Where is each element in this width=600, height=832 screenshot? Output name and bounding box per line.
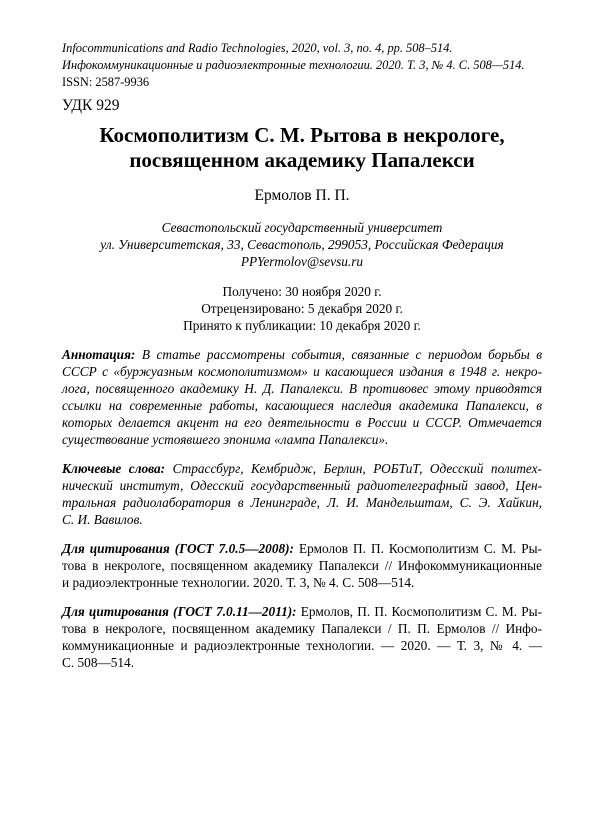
abstract-line-6: существование устоявшего эпонима «лампа Папалекси». [62, 431, 542, 448]
title-line-1: Космополитизм С. М. Рытова в некрологе, [62, 123, 542, 148]
citation-gost-7-0-5 [62, 540, 542, 591]
date-accepted: Принято к публикации: 10 декабря 2020 г. [62, 317, 542, 334]
abstract-line-2: СССР с «буржуазным космополитизмом» и касающиеся издания в 1948 г. некро- [62, 363, 542, 380]
affiliation [62, 219, 542, 270]
keywords [62, 460, 542, 528]
article-dates [62, 283, 542, 334]
abstract [62, 346, 542, 448]
citation1-line-3: и радиоэлектронные технологии. 2020. Т. 3, № 4. С. 508—514. [62, 574, 542, 591]
citation1-line-2: това в некрологе, посвященном академику Папалекси // Инфокоммуникационные [62, 557, 542, 574]
udk-code: УДК 929 [62, 97, 542, 115]
citation2-line-2: това в некрологе, посвященном академику Папалекси / П. П. Ермолов // Инфо- [62, 620, 542, 637]
date-received: Получено: 30 ноября 2020 г. [62, 283, 542, 300]
citation2-label: Для цитирования (ГОСТ 7.0.11—2011): [62, 604, 297, 619]
keywords-line-2: нический институт, Одесский государственный радиотелеграфный завод, Цен- [62, 477, 542, 494]
keywords-line-1: Ключевые слова: Страссбург, Кембридж, Берлин, РОБТиТ, Одесский политех- [62, 460, 542, 477]
keywords-line-3: тральная радиолаборатория в Ленинграде, Л. И. Мандельштам, С. Э. Хайкин, [62, 494, 542, 511]
keywords-label: Ключевые слова: [62, 461, 165, 476]
abstract-line-4: ссылки на современные работы, касающиеся наследия академика Папалекси, в [62, 397, 542, 414]
citation2-line-4: С. 508—514. [62, 654, 542, 671]
author-name: Ермолов П. П. [62, 187, 542, 205]
abstract-label: Аннотация: [62, 347, 135, 362]
abstract-line-1: Аннотация: В статье рассмотрены события, связанные с периодом борьбы в [62, 346, 542, 363]
article-title [62, 123, 542, 173]
issn: ISSN: 2587-9936 [62, 74, 542, 91]
affiliation-email[interactable]: PPYermolov@sevsu.ru [62, 253, 542, 270]
abstract-line-5: которых делается акцент на его деятельности в России и СССР. Отмечается [62, 414, 542, 431]
citation1-label: Для цитирования (ГОСТ 7.0.5—2008): [62, 541, 294, 556]
citation2-line-3: коммуникационные и радиоэлектронные технологии. — 2020. — Т. 3, № 4. — [62, 637, 542, 654]
abstract-line-3: лога, посвященного академику Н. Д. Папалекси. В противовес этому приводятся [62, 380, 542, 397]
citation-gost-7-0-11 [62, 603, 542, 671]
title-line-2: посвященном академику Папалекси [62, 148, 542, 173]
keywords-line-4: С. И. Вавилов. [62, 511, 542, 528]
citation2-line-1: Для цитирования (ГОСТ 7.0.11—2011): Ермолов, П. П. Космополитизм С. М. Ры- [62, 603, 542, 620]
journal-citation-en: Infocommunications and Radio Technologies, 2020, vol. 3, no. 4, pp. 508–514. [62, 40, 542, 57]
journal-citation-ru: Инфокоммуникационные и радиоэлектронные технологии. 2020. Т. 3, № 4. С. 508—514. [62, 57, 542, 74]
article-first-page [62, 40, 542, 671]
affiliation-institution: Севастопольский государственный университет [62, 219, 542, 236]
journal-header [62, 40, 542, 91]
citation1-line-1: Для цитирования (ГОСТ 7.0.5—2008): Ермолов П. П. Космополитизм С. М. Ры- [62, 540, 542, 557]
date-reviewed: Отрецензировано: 5 декабря 2020 г. [62, 300, 542, 317]
affiliation-address: ул. Университетская, 33, Севастополь, 299053, Российская Федерация [62, 236, 542, 253]
